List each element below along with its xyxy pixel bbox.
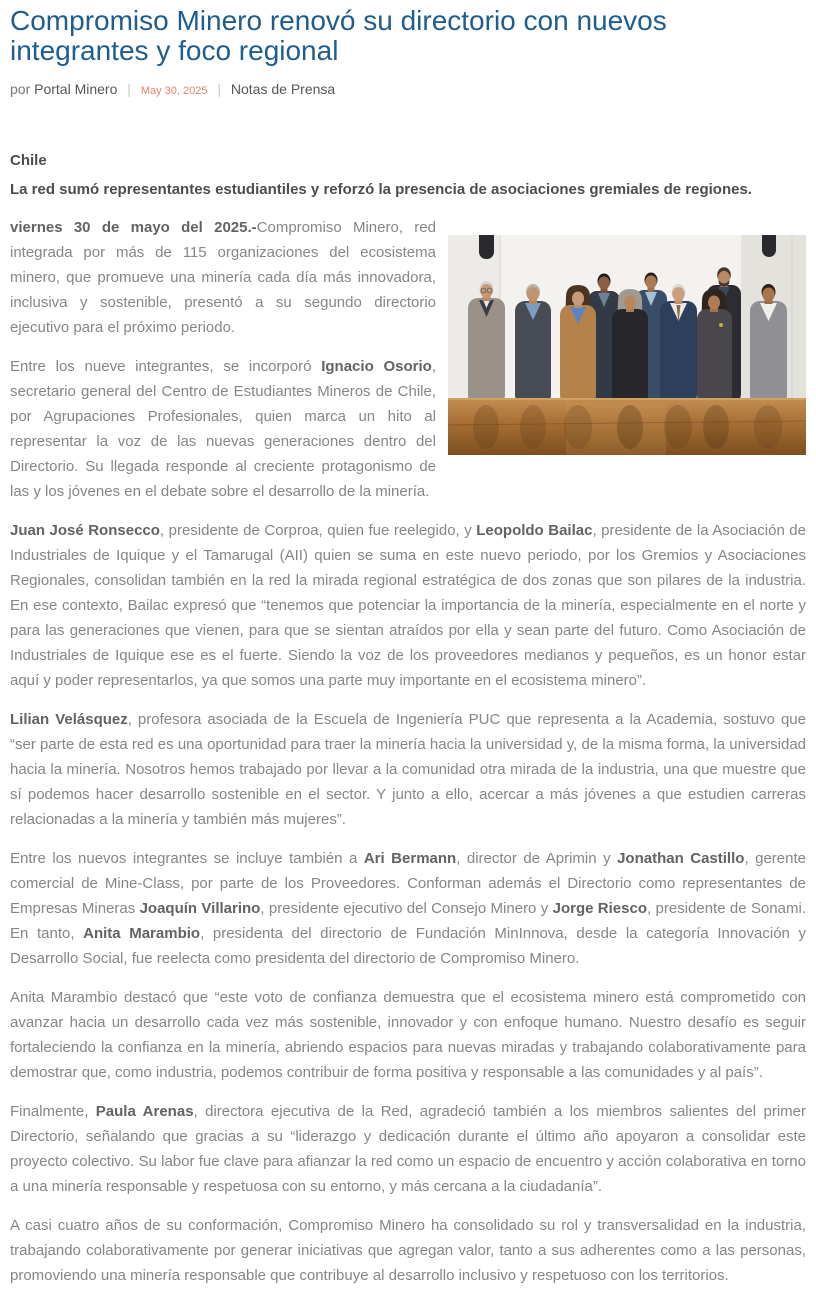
page-title: Compromiso Minero renovó su directorio con nuevos integrantes y foco regional: [10, 5, 667, 66]
article-lead: La red sumó representantes estudiantiles y reforzó la presencia de asociaciones gremiales de regiones.: [10, 180, 752, 198]
speaker-icon: [762, 235, 776, 257]
author-link[interactable]: Portal Minero: [34, 80, 118, 97]
byline-separator: |: [217, 80, 221, 97]
article-content: [10, 149, 806, 1288]
person-front-2: [515, 284, 551, 405]
byline-separator: |: [127, 80, 131, 97]
post-date: May 30, 2025: [140, 84, 208, 97]
speaker-icon: [479, 235, 494, 259]
article-paragraph: Finalmente, Paula Arenas, directora ejecutiva de la Red, agradeció también a los miembros salientes del primer Directorio, señalando que gracias a su “liderazgo y dedicación durante el último año apoyaron a consolidar este proyecto colectivo. Su labor fue clave para afianzar la red como un espacio de encuentro y acción colaborativa en torno a una minería responsable y respetuosa con su entorno, y más cercana a la ciudadanía”.: [10, 1102, 807, 1195]
article-paragraph: Anita Marambio destacó que “este voto de confianza demuestra que el ecosistema minero está comprometido con avanzar hacia un desarrollo cada vez más sostenible, innovador y con enfoque humano. Nuestro desafío es seguir fortaleciendo la confianza en la minería, abriendo espacios para nuevas miradas y trabajando colaborativamente para demostrar que, como industria, podemos contribuir de forma positiva y responsable a las comunidades y al país”.: [10, 988, 806, 1081]
article-paragraph: Entre los nuevos integrantes se incluye también a Ari Bermann, director de Aprimin y Jonathan Castillo, gerente comercial de Mine-Class, por parte de los Proveedores. Conforman además el Directorio como representantes de Empresas Mineras Joaquín Villarino, presidente ejecutivo del Consejo Minero y Jorge Riesco, presidente de Sonami. En tanto, Anita Marambio, presidenta del directorio de Fundación MinInnova, desde la categoría Innovación y Desarrollo Social, fue reelecta como presidenta del directorio de Compromiso Minero.: [10, 849, 807, 967]
article-body: [10, 215, 806, 1288]
person-front-7: [750, 284, 787, 405]
article-paragraph: Lilian Velásquez, profesora asociada de la Escuela de Ingeniería PUC que representa a la Academia, sostuvo que “ser parte de esta red es una oportunidad para traer la minería hacia la universidad y, de la misma forma, la universidad hacia la minería. Nosotros hemos trabajado por llevar a la comunidad otra mirada de la industria, una que muestre que sí podemos hacer desarrollo sostenible en el sector. Y junto a ello, acercar a más jóvenes a que estudien carreras relacionadas a la minería y también más mujeres”.: [10, 710, 806, 828]
group-photo-illustration: [448, 235, 806, 455]
article-paragraph: Entre los nueve integrantes, se incorporó Ignacio Osorio, secretario general del Centro de Estudiantes Mineros de Chile, por Agrupaciones Profesionales, quien marca un hito al representar la voz de las nuevas generaciones dentro del Directorio. Su llegada responde al creciente protagonismo de las y los jóvenes en el debate sobre el desarrollo de la minería.: [10, 357, 436, 500]
person-front-5: [660, 284, 697, 405]
article-paragraph: Juan José Ronsecco, presidente de Corproa, quien fue reelegido, y Leopoldo Bailac, presidente de la Asociación de Industriales de Iquique y el Tamarugal (AII) quien se suma en este nuevo periodo, por los Gremios y Asociaciones Regionales, consolidan también en la red la mirada regional estratégica de dos zonas que son pilares de la industria. En ese contexto, Bailac expresó que “tenemos que potenciar la importancia de la minería, especialmente en el norte y para las generaciones que vienen, para que se sientan atraídos por ella y sean parte del futuro. Como Asociación de Industriales de Iquique ese es el fuerte. Siendo la voz de los proveedores medianos y pequeños, es un honor estar aquí y poder representarlos, ya que somos una parte muy importante en el ecosistema minero”.: [10, 521, 806, 689]
byline-prefix: por: [10, 80, 31, 97]
article-paragraph: viernes 30 de mayo del 2025.-Compromiso Minero, red integrada por más de 115 organizaciones del ecosistema minero, que promueve una minería cada día más innovadora, inclusiva y sostenible, presentó a su segundo directorio ejecutivo para el próximo periodo.: [10, 218, 436, 336]
brooch-icon: [719, 323, 723, 327]
country-heading: Chile: [10, 151, 47, 169]
category-link[interactable]: Notas de Prensa: [230, 80, 336, 97]
directorio-group-photo: [448, 235, 806, 455]
byline: [10, 79, 806, 101]
person-front-1: [468, 281, 505, 405]
article-paragraph: A casi cuatro años de su conformación, Compromiso Minero ha consolidado su rol y transversalidad en la industria, trabajando colaborativamente por generar iniciativas que agregan valor, tanto a sus adherentes como a las personas, promoviendo una minería responsable que contribuye al desarrollo inclusivo y respetuoso con los territorios.: [10, 1216, 806, 1284]
